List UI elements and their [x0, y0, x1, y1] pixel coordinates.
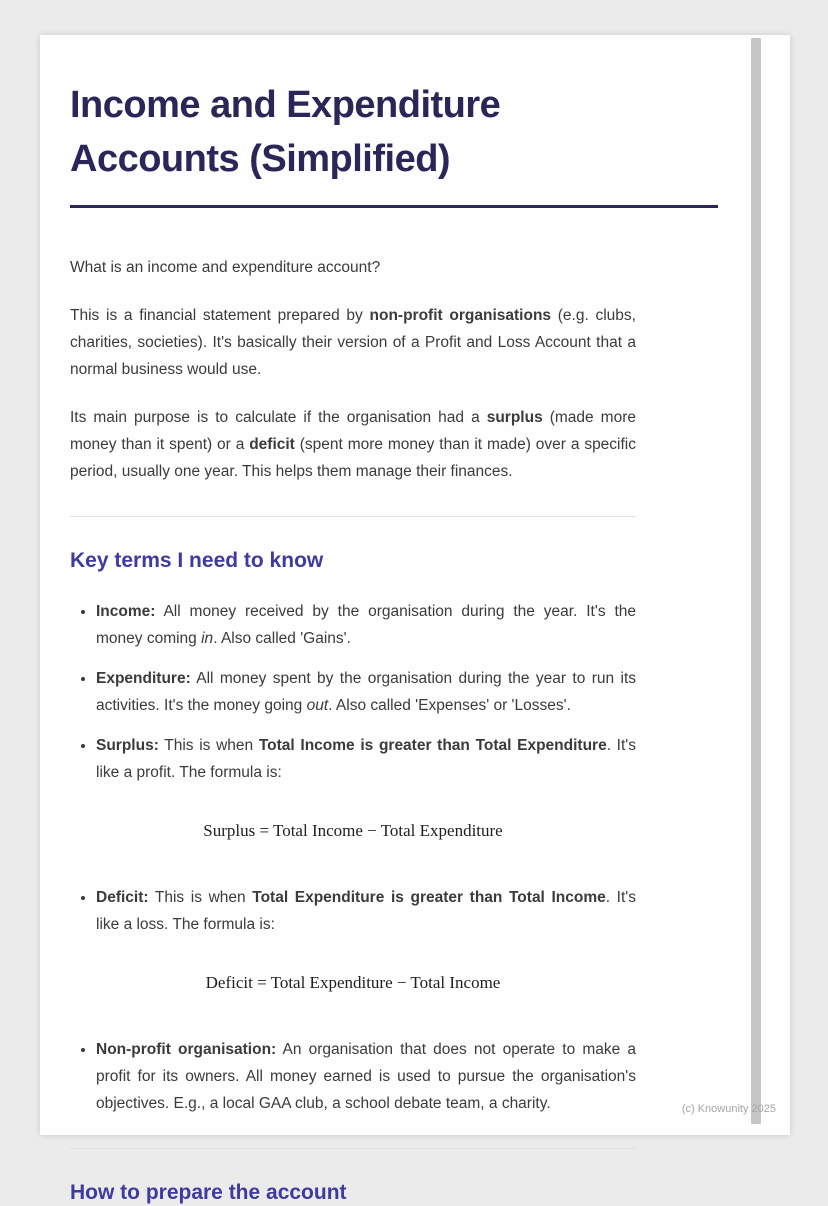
key-terms-list-part3 — [70, 1036, 636, 1117]
list-item-deficit: • Deficit: This is when Total Expenditure is greater than Total Income. It's like a loss. The formula is: — [96, 884, 636, 938]
list-item-expenditure: • Expenditure: All money spent by the organisation during the year to run its activities. It's the money going out. Also called 'Expenses' or 'Losses'. — [96, 665, 636, 719]
surplus-formula: Surplus = Total Income − Total Expenditure — [203, 820, 503, 840]
page-title: Income and Expenditure Accounts (Simplified) — [70, 84, 501, 180]
deficit-formula: Deficit = Total Expenditure − Total Income — [205, 972, 501, 992]
list-item-non-profit: • Non-profit organisation: An organisation that does not operate to make a profit for its owners. All money earned is used to pursue the organisation's objectives. E.g., a local GAA club, a school debate team, a charity. — [96, 1036, 636, 1117]
paragraph-purpose: Its main purpose is to calculate if the organisation had a surplus (made more money than it spent) or a deficit (spent more money than it made) over a specific period, usually one year. This helps them manage their finances. — [70, 408, 636, 480]
scrollbar[interactable] — [751, 38, 761, 1124]
document-page — [40, 35, 790, 1204]
title-rule — [70, 205, 718, 208]
section-divider-bottom — [70, 1148, 636, 1149]
key-terms-heading: Key terms I need to know — [70, 548, 324, 572]
content-column — [70, 254, 636, 1206]
list-item-income: • Income: All money received by the organisation during the year. It's the money coming in. Also called 'Gains'. — [96, 598, 636, 652]
paragraph-definition: This is a financial statement prepared by non-profit organisations (e.g. clubs, charities, societies). It's basically their version of a Profit and Loss Account that a normal business would use. — [70, 306, 636, 378]
footer-credit: (c) Knowunity 2025 — [681, 1103, 776, 1115]
key-terms-list-part1 — [70, 598, 636, 786]
section-divider-top — [70, 516, 636, 517]
list-item-surplus: • Surplus: This is when Total Income is greater than Total Expenditure. It's like a profit. The formula is: — [96, 732, 636, 786]
how-to-prepare-heading: How to prepare the account — [70, 1180, 347, 1204]
intro-question: What is an income and expenditure account? — [70, 258, 381, 276]
key-terms-list-part2 — [70, 884, 636, 938]
